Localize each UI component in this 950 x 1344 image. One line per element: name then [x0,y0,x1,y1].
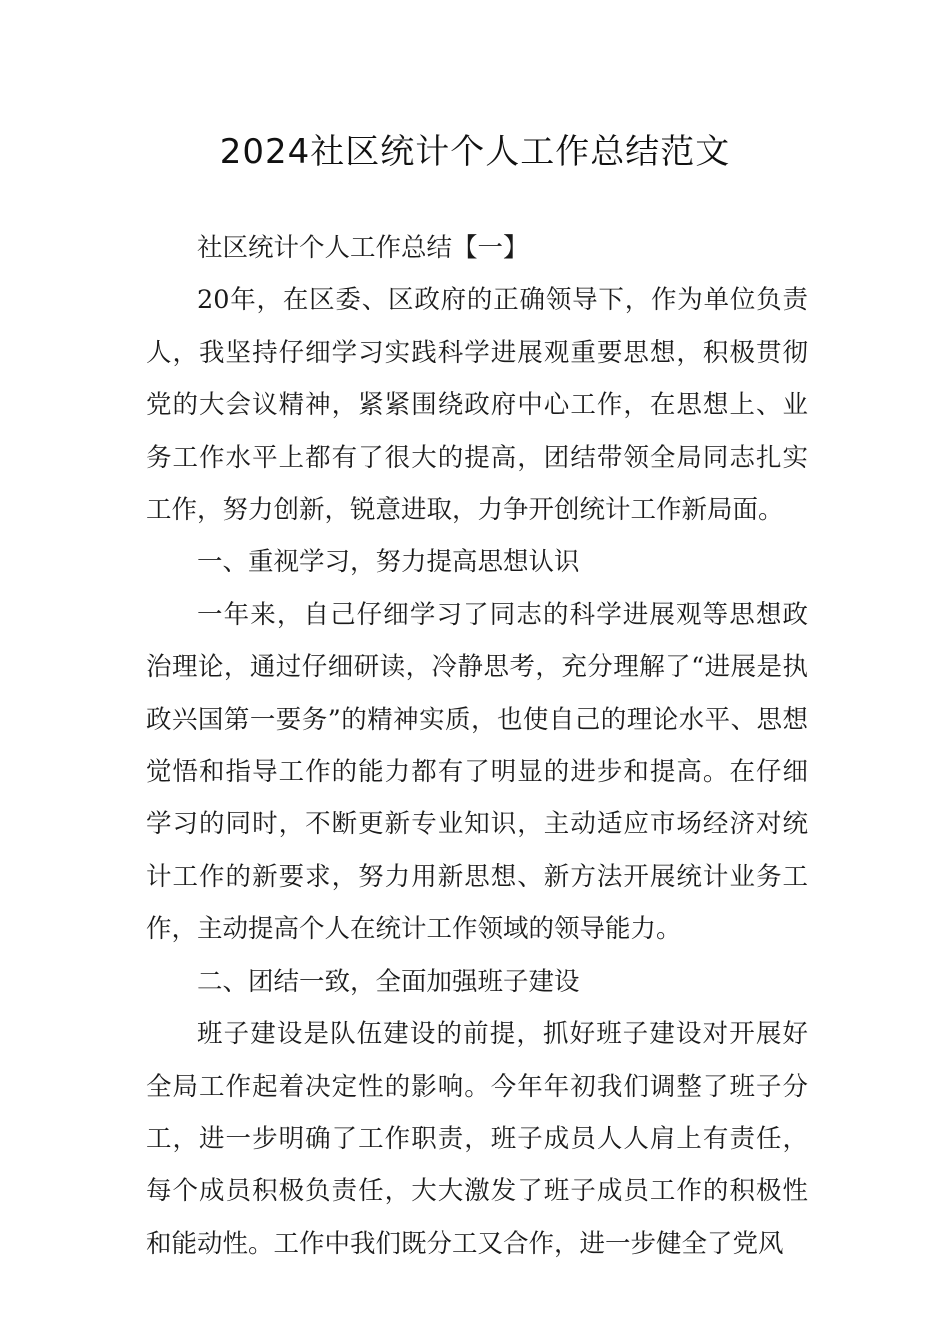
subheading-study: 一、重视学习，努力提高思想认识 [197,547,580,578]
document-body [146,222,808,1270]
section-heading-one: 社区统计个人工作总结【一】 [197,233,529,263]
subheading-team: 二、团结一致，全面加强班子建设 [197,966,580,997]
document-title: 2024社区统计个人工作总结范文 [219,132,731,172]
intro-paragraph: 20年，在区委、区政府的正确领导下，作为单位负责人，我坚持仔细学习实践科学进展观重要思想，积极贯彻党的大会议精神，紧紧围绕政府中心工作，在思想上、业务工作水平上都有了很大的提高，团结带领全局同志扎实工作，努力创新，锐意进取，力争开创统计工作新局面。 [146,285,808,526]
team-paragraph: 班子建设是队伍建设的前提，抓好班子建设对开展好全局工作起着决定性的影响。今年年初我们调整了班子分工，进一步明确了工作职责，班子成员人人肩上有责任，每个成员积极负责任，大大激发了班子成员工作的积极性和能动性。工作中我们既分工又合作，进一步健全了党风 [146,1019,808,1259]
study-paragraph: 一年来，自己仔细学习了同志的科学进展观等思想政治理论，通过仔细研读，冷静思考，充分理解了“进展是执政兴国第一要务”的精神实质，也使自己的理论水平、思想觉悟和指导工作的能力都有了明显的进步和提高。在仔细学习的同时，不断更新专业知识，主动适应市场经济对统计工作的新要求，努力用新思想、新方法开展统计业务工作，主动提高个人在统计工作领域的领导能力。 [146,599,808,945]
